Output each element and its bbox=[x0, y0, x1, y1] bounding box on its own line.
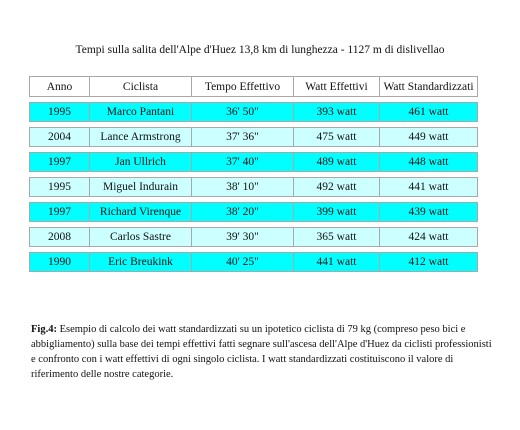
cell-watt-effettivi: 475 watt bbox=[293, 127, 379, 147]
cell-anno: 2004 bbox=[29, 127, 89, 147]
caption-label: Fig.4: bbox=[31, 324, 57, 335]
cell-ciclista: Marco Pantani bbox=[89, 102, 191, 122]
times-table bbox=[29, 76, 478, 272]
cell-ciclista: Miguel Indurain bbox=[89, 177, 191, 197]
cell-ciclista: Carlos Sastre bbox=[89, 227, 191, 247]
table-row bbox=[29, 152, 478, 172]
cell-watt-standardizzati: 449 watt bbox=[379, 127, 478, 147]
table-row bbox=[29, 227, 478, 247]
table-body bbox=[29, 97, 478, 272]
header-watt-effettivi: Watt Effettivi bbox=[293, 76, 379, 97]
cell-tempo-effettivo: 37' 36" bbox=[191, 127, 293, 147]
cell-anno: 1995 bbox=[29, 102, 89, 122]
cell-tempo-effettivo: 38' 10" bbox=[191, 177, 293, 197]
cell-ciclista: Jan Ullrich bbox=[89, 152, 191, 172]
cell-anno: 2008 bbox=[29, 227, 89, 247]
cell-watt-effettivi: 393 watt bbox=[293, 102, 379, 122]
cell-tempo-effettivo: 36' 50" bbox=[191, 102, 293, 122]
cell-watt-standardizzati: 439 watt bbox=[379, 202, 478, 222]
header-watt-standardizzati: Watt Standardizzati bbox=[379, 76, 478, 97]
cell-tempo-effettivo: 39' 30" bbox=[191, 227, 293, 247]
cell-anno: 1990 bbox=[29, 252, 89, 272]
cell-ciclista: Lance Armstrong bbox=[89, 127, 191, 147]
cell-watt-effettivi: 441 watt bbox=[293, 252, 379, 272]
table-title: Tempi sulla salita dell'Alpe d'Huez 13,8 km di lunghezza - 1127 m di dislivellao bbox=[75, 44, 445, 56]
cell-watt-standardizzati: 424 watt bbox=[379, 227, 478, 247]
cell-watt-effettivi: 365 watt bbox=[293, 227, 379, 247]
cell-ciclista: Richard Virenque bbox=[89, 202, 191, 222]
table-row bbox=[29, 252, 478, 272]
cell-watt-standardizzati: 441 watt bbox=[379, 177, 478, 197]
cell-watt-standardizzati: 461 watt bbox=[379, 102, 478, 122]
cell-watt-effettivi: 489 watt bbox=[293, 152, 379, 172]
table-row bbox=[29, 177, 478, 197]
cell-anno: 1997 bbox=[29, 202, 89, 222]
table-row bbox=[29, 202, 478, 222]
table-header-row bbox=[29, 76, 478, 97]
cell-watt-standardizzati: 412 watt bbox=[379, 252, 478, 272]
cell-anno: 1995 bbox=[29, 177, 89, 197]
cell-tempo-effettivo: 37' 40" bbox=[191, 152, 293, 172]
cell-watt-standardizzati: 448 watt bbox=[379, 152, 478, 172]
table-row bbox=[29, 102, 478, 122]
cell-ciclista: Eric Breukink bbox=[89, 252, 191, 272]
cell-watt-effettivi: 492 watt bbox=[293, 177, 379, 197]
figure-caption bbox=[31, 322, 493, 382]
table-row bbox=[29, 127, 478, 147]
cell-tempo-effettivo: 40' 25" bbox=[191, 252, 293, 272]
cell-tempo-effettivo: 38' 20" bbox=[191, 202, 293, 222]
cell-anno: 1997 bbox=[29, 152, 89, 172]
header-ciclista: Ciclista bbox=[89, 76, 191, 97]
cell-watt-effettivi: 399 watt bbox=[293, 202, 379, 222]
header-anno: Anno bbox=[29, 76, 89, 97]
caption-text: Esempio di calcolo dei watt standardizzati su un ipotetico ciclista di 79 kg (compreso peso bici e abbigliamento) sulla base dei tempi effettivi fatti segnare sull'ascesa dell'Alpe d'Huez da ciclisti professionisti e confronto con i watt effettivi di ogni singolo ciclista. I watt standardizzati costituiscono il valore di riferimento delle nostre categorie. bbox=[31, 324, 492, 380]
header-tempo-effettivo: Tempo Effettivo bbox=[191, 76, 293, 97]
